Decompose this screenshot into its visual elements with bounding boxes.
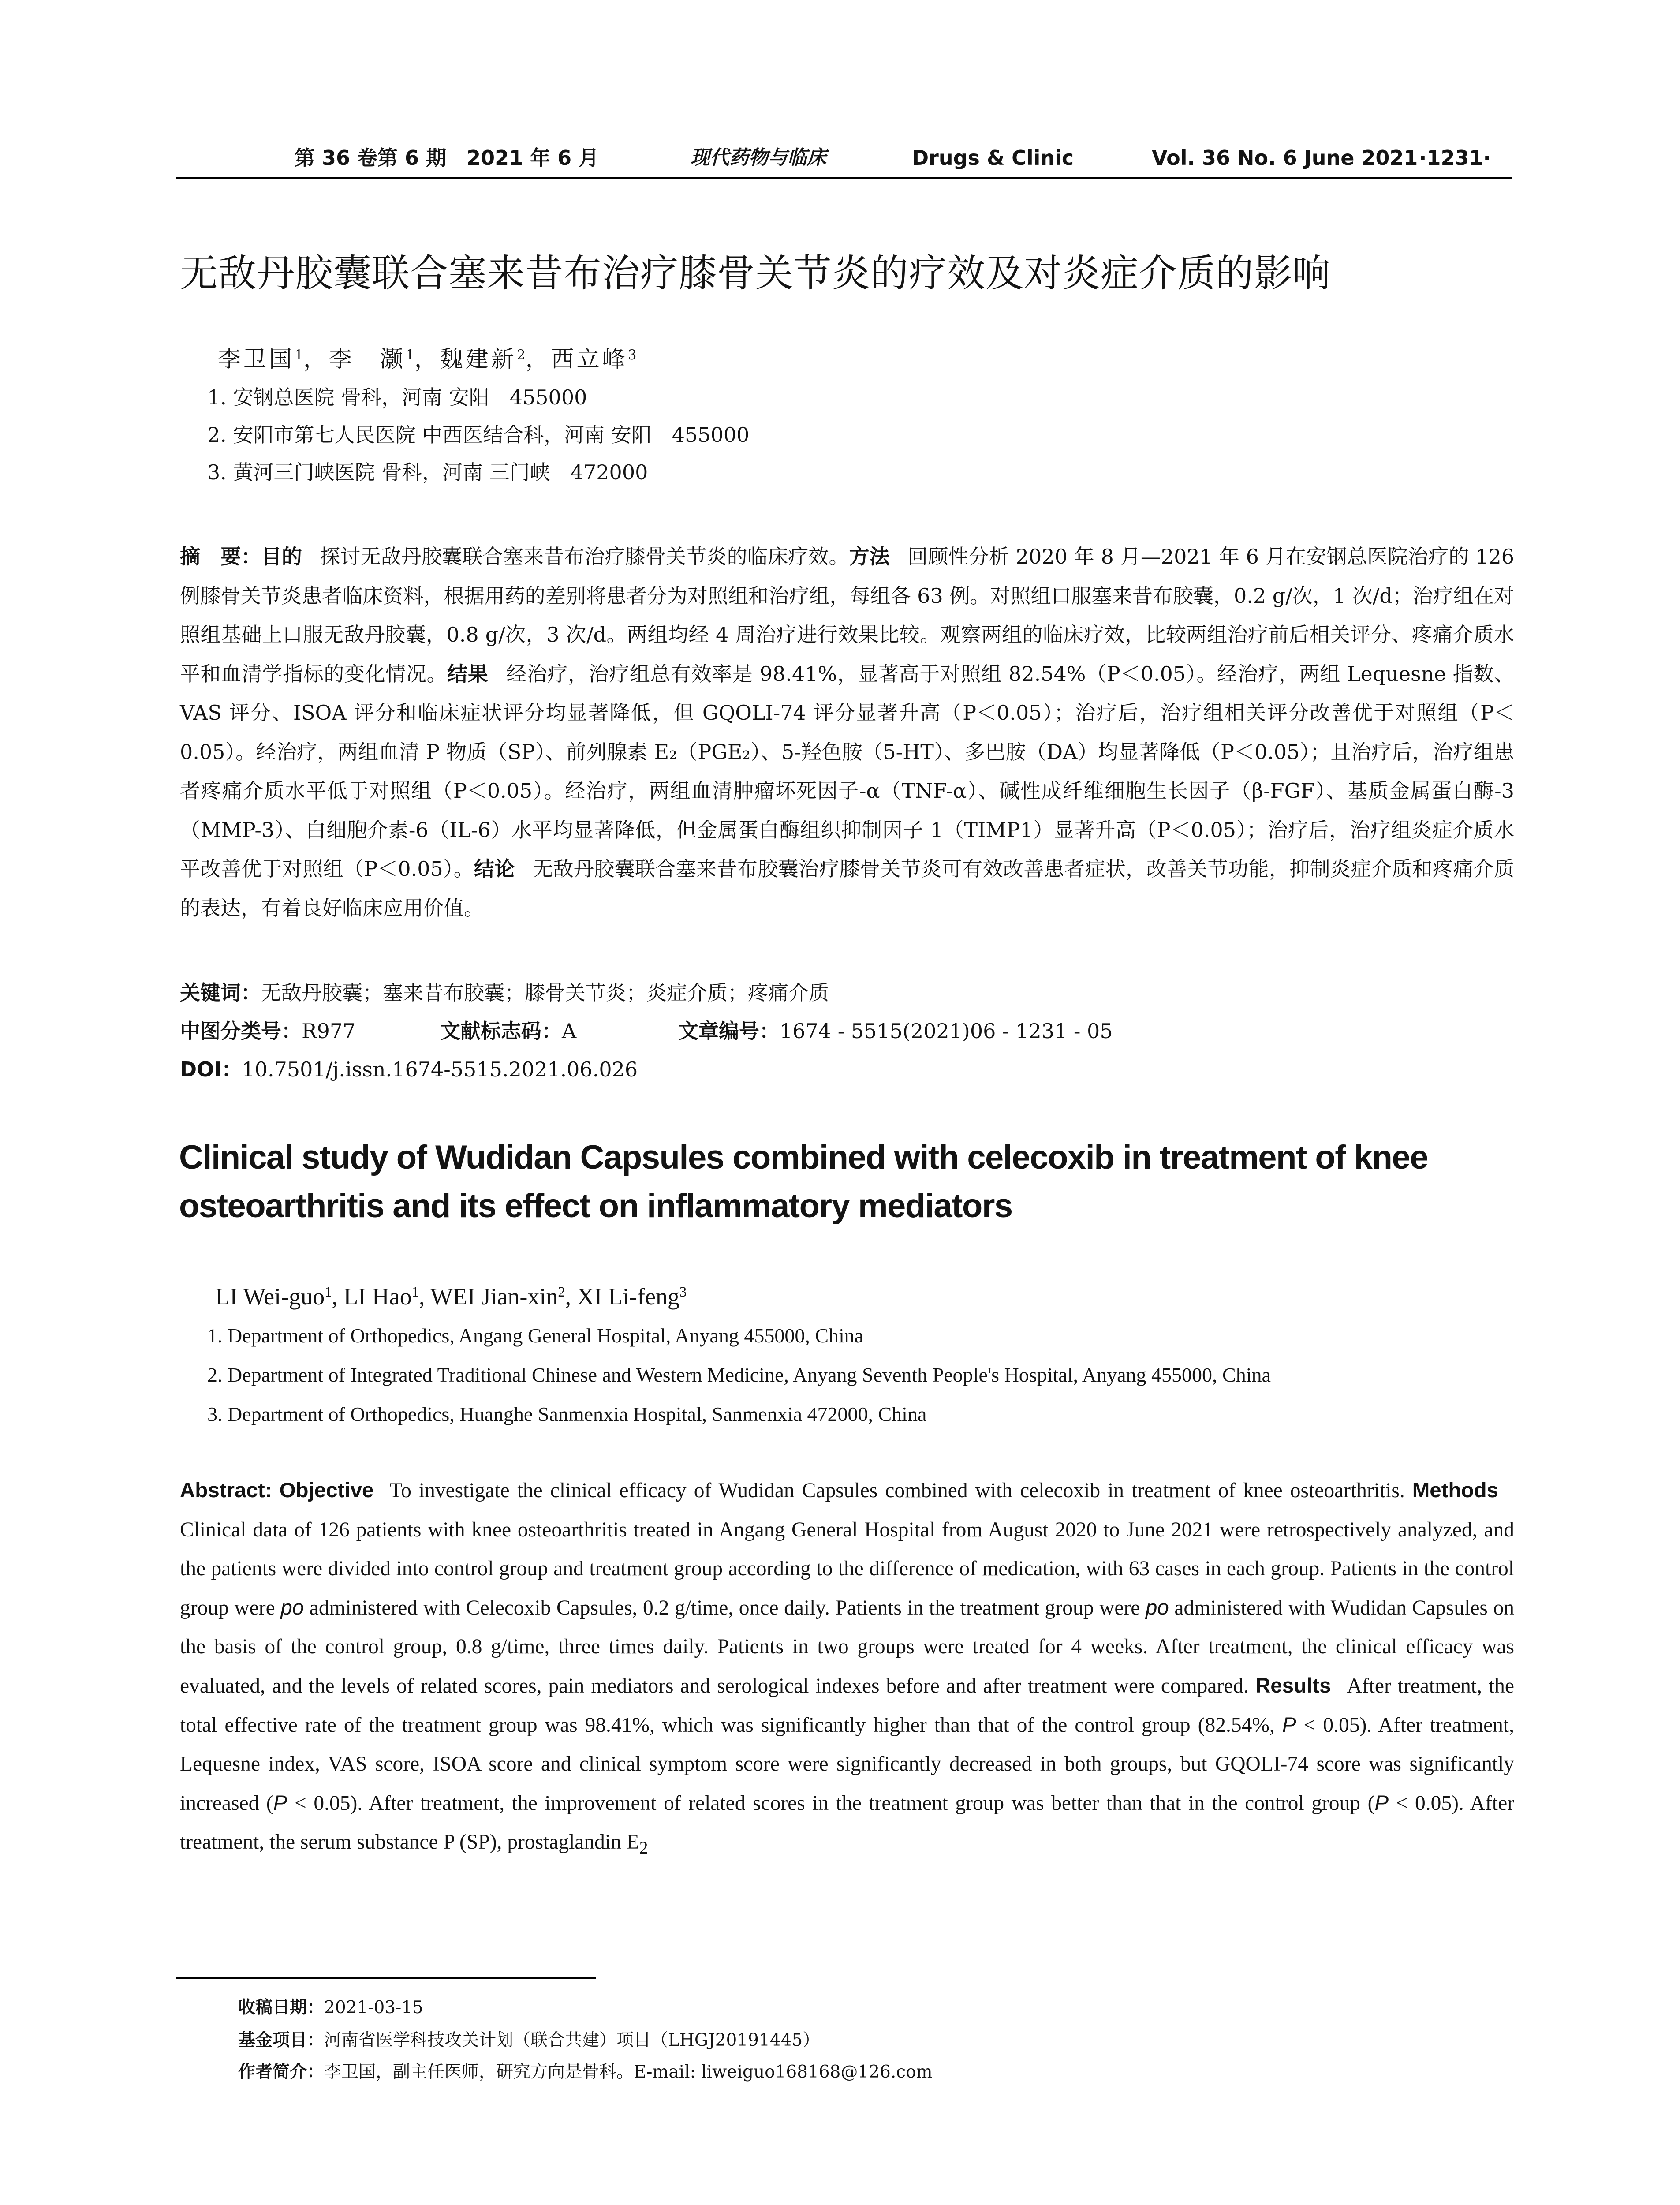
cn-keywords-label: 关键词： [180,981,261,1005]
en-objective-text: To investigate the clinical efficacy of Wudidan Capsules combined with celecoxib in treatment of knee osteoarthritis. [389,1479,1405,1502]
cn-author-affil-mark: 1 [295,347,303,363]
en-objective-label: Objective [279,1479,374,1502]
en-p-symbol: P [1374,1791,1389,1815]
header-rule [176,177,1512,179]
cn-author: 魏建新 [440,346,517,373]
running-header [176,140,1512,176]
header-journal-en: Drugs & Clinic [912,146,1074,170]
cn-clc-value: R977 [302,1019,356,1043]
cn-author-affil-mark: 2 [516,347,526,363]
cn-results-label: 结果 [447,662,489,686]
cn-author-affil-mark: 1 [405,347,414,363]
cn-abstract-label: 摘 要： [180,545,261,568]
header-journal-cn: 现代药物与临床 [691,146,826,169]
en-results-label: Results [1255,1674,1331,1697]
cn-affiliation: 2. 安阳市第七人民医院 中西医结合科，河南 安阳 455000 [207,423,750,447]
en-affiliation: 2. Department of Integrated Traditional Chinese and Western Medicine, Anyang Seventh People's Hospital, Anyang 455000, China [207,1364,1271,1386]
cn-doi-label: DOI： [180,1058,242,1081]
cn-author-list [218,340,636,375]
en-author: XI Li-feng [577,1283,679,1310]
en-title: Clinical study of Wudidan Capsules combined with celecoxib in treatment of knee osteoarthritis and its effect on inflammatory mediators [179,1139,1428,1225]
cn-keywords-text: 无敌丹胶囊；塞来昔布胶囊；膝骨关节炎；炎症介质；疼痛介质 [261,981,829,1005]
cn-author-separator: ， [303,346,329,373]
fund-text: 河南省医学科技攻关计划（联合共建）项目（LHGJ20191445） [324,2030,820,2050]
en-methods-text: administered with Celecoxib Capsules, 0.2 g/time, once daily. Patients in the treatment group were [309,1596,1140,1619]
cn-affiliation: 1. 安钢总医院 骨科，河南 安阳 455000 [207,385,587,409]
cn-author-affil-mark: 3 [627,347,637,363]
received-date: 2021-03-15 [324,1998,423,2018]
en-results-text: < 0.05). After treatment, the serum substance P (SP), prostaglandin E [180,1791,1515,1854]
en-po-abbrev: po [1145,1596,1169,1619]
en-abstract-label: Abstract: [180,1479,272,1502]
en-affiliation: 1. Department of Orthopedics, Angang General Hospital, Anyang 455000, China [207,1324,864,1347]
footnote-fund [238,2029,820,2052]
cn-clc-label: 中图分类号： [180,1019,302,1043]
cn-article-no-value: 1674 - 5515(2021)06 - 1231 - 05 [780,1019,1113,1043]
cn-results-text: 经治疗，治疗组总有效率是 98.41%，显著高于对照组 82.54%（P＜0.05）。经治疗，两组 Lequesne 指数、VAS 评分、ISOA 评分和临床症状评分均显著降低，但 GQOLI-74 评分显著升高（P＜0.05）；治疗后，治疗组相关评分改善优于对照组（P＜0.05）。经治疗，两组血清 P 物质（SP）、前列腺素 E₂（PGE₂）、5-羟色胺（5-HT）、多巴胺（DA）均显著降低（P＜0.05）；且治疗后，治疗组患者疼痛介质水平低于对照组（P＜0.05）。经治疗，两组血清肿瘤坏死因子-α（TNF-α）、碱性成纤维细胞生长因子（β-FGF）、基质金属蛋白酶-3（MMP-3）、白细胞介素-6（IL-6）水平均显著降低，但金属蛋白酶组织抑制因子 1（TIMP1）显著升高（P＜0.05）；治疗后，治疗组炎症介质水平改善优于对照组（P＜0.05）。 [180,662,1515,881]
cn-objective-text: 探讨无敌丹胶囊联合塞来昔布治疗膝骨关节炎的临床疗效。 [320,545,849,568]
en-abstract [180,1471,1514,1867]
fund-label: 基金项目： [238,2030,325,2050]
cn-affiliation: 3. 黄河三门峡医院 骨科，河南 三门峡 472000 [207,460,648,484]
en-results-text: < 0.05). After treatment, the improvement of related scores in the treatment group was better than that in the control group ( [294,1791,1375,1815]
cn-keywords [180,979,829,1007]
en-methods-text: Clinical data of 126 patients with knee osteoarthritis treated in Angang General Hospital from August 2020 to June 2021 were retrospectively analyzed, and the patients were divided into control group and treatment group according to the difference of medication, with 63 cases in each group. Patients in the control group were [180,1518,1514,1619]
cn-doi-value: 10.7501/j.issn.1674-5515.2021.06.026 [242,1058,638,1081]
author-bio-text: 李卫国，副主任医师，研究方向是骨科。E-mail: liweiguo168168@126.com [324,2062,933,2082]
en-methods-text: administered with Wudidan Capsules on the basis of the control group, 0.8 g/time, three times daily. Patients in two groups were treated for 4 weeks. After treatment, the clinical efficacy was evaluated, and the levels of related scores, pain mediators and serological indexes before and after treatment were compared. [180,1596,1514,1697]
footnote-rule [176,1977,596,1979]
en-author-affil-mark: 1 [411,1284,419,1300]
footnote-received [238,1996,423,2020]
en-author-separator: , [332,1283,344,1310]
en-author-affil-mark: 2 [558,1284,565,1300]
en-subscript: 2 [639,1838,648,1857]
cn-author: 李 灏 [329,346,406,373]
header-page-number: ·1231· [1419,146,1491,170]
cn-author-separator: ， [414,346,440,373]
en-author: LI Hao [343,1283,412,1310]
en-author-list [215,1277,687,1312]
cn-conclusion-label: 结论 [474,857,515,881]
en-p-symbol: P [1282,1713,1296,1737]
cn-doc-code-value: A [562,1019,577,1043]
en-author: WEI Jian-xin [430,1283,558,1310]
cn-methods-label: 方法 [849,545,890,568]
en-author-separator: , [418,1283,430,1310]
cn-abstract [180,537,1514,927]
en-p-symbol: P [273,1791,287,1815]
en-author-separator: , [565,1283,577,1310]
cn-author: 西立峰 [551,346,628,373]
footnote-author [238,2060,933,2084]
cn-author-separator: ， [525,346,551,373]
cn-objective-label: 目的 [261,545,302,568]
cn-classification-line [180,1017,1113,1045]
author-bio-label: 作者简介： [238,2062,325,2082]
header-issue-cn: 第 36 卷第 6 期 2021 年 6 月 [295,146,599,170]
cn-conclusion-text: 无敌丹胶囊联合塞来昔布胶囊治疗膝骨关节炎可有效改善患者症状，改善关节功能，抑制炎症介质和疼痛介质的表达，有着良好临床应用价值。 [180,857,1515,920]
en-author-affil-mark: 3 [679,1284,687,1300]
en-po-abbrev: po [280,1596,304,1619]
cn-doc-code-label: 文献标志码： [440,1019,562,1043]
cn-doi [180,1055,638,1084]
cn-author: 李卫国 [218,346,295,373]
en-results-text: After treatment, the total effective rate of the treatment group was 98.41%, which was significantly higher than that of the control group (82.54%, [180,1674,1515,1737]
en-author: LI Wei-guo [215,1283,325,1310]
received-label: 收稿日期： [238,1998,325,2018]
cn-article-no-label: 文章编号： [678,1019,780,1043]
en-affiliation: 3. Department of Orthopedics, Huanghe Sanmenxia Hospital, Sanmenxia 472000, China [207,1403,927,1425]
header-issue-en: Vol. 36 No. 6 June 2021 [1152,146,1418,170]
en-methods-label: Methods [1412,1479,1498,1502]
cn-title: 无敌丹胶囊联合塞来昔布治疗膝骨关节炎的疗效及对炎症介质的影响 [180,251,1331,295]
en-results-text: < 0.05). After treatment, Lequesne index, VAS score, ISOA score and clinical symptom score were significantly decreased in both groups, but GQOLI-74 score was significantly increased ( [180,1713,1515,1815]
cn-methods-text: 回顾性分析 2020 年 8 月—2021 年 6 月在安钢总医院治疗的 126 例膝骨关节炎患者临床资料，根据用药的差别将患者分为对照组和治疗组，每组各 63 例。对照组口服塞来昔布胶囊，0.2 g/次，1 次/d；治疗组在对照组基础上口服无敌丹胶囊，0.8 g/次，3 次/d。两组均经 4 周治疗进行效果比较。观察两组的临床疗效，比较两组治疗前后相关评分、疼痛介质水平和血清学指标的变化情况。 [180,545,1515,686]
en-author-affil-mark: 1 [325,1284,332,1300]
